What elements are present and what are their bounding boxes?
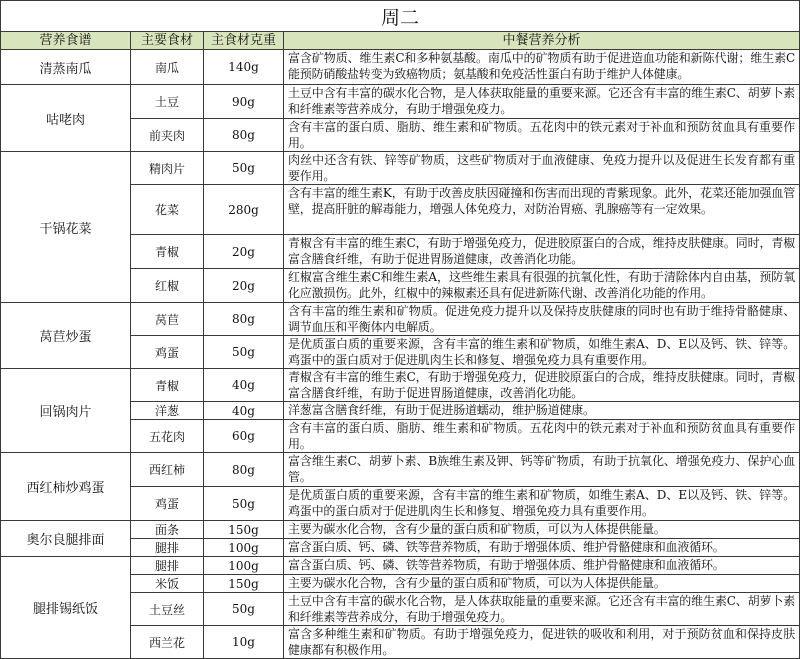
nutrition-analysis: 含有丰富的维生素K，有助于改善皮肤因碰撞和伤害而出现的青紫现象。此外，花菜还能加强血管壁，提高肝脏的解毒能力，增强人体免疫力，对防治胃癌、乳腺癌等有一定效果。 bbox=[284, 185, 800, 235]
nutrition-analysis: 青椒含有丰富的维生素C，有助于增强免疫力，促进胶原蛋白的合成，维持皮肤健康。同时，青椒富含膳食纤维，有助于促进胃肠道健康，改善消化功能。 bbox=[284, 235, 800, 269]
ingredient-name: 面条 bbox=[131, 521, 204, 539]
nutrition-analysis: 含有丰富的蛋白质、脂肪、维生素和矿物质。五花肉中的铁元素对于补血和预防贫血具有重要作用。 bbox=[284, 420, 800, 453]
ingredient-weight: 50g bbox=[204, 487, 284, 521]
ingredient-weight: 80g bbox=[204, 119, 284, 152]
ingredient-weight: 150g bbox=[204, 521, 284, 539]
page-title: 周二 bbox=[1, 1, 800, 32]
nutrition-analysis: 洋葱富含膳食纤维，有助于促进肠道蠕动，维护肠道健康。 bbox=[284, 402, 800, 420]
ingredient-name: 莴苣 bbox=[131, 303, 204, 336]
dish-name: 莴苣炒蛋 bbox=[1, 303, 131, 369]
nutrition-analysis: 富含蛋白质、钙、磷、铁等营养物质，有助于增强体质、维护骨骼健康和血液循环。 bbox=[284, 557, 800, 575]
dish-name: 奥尔良腿排面 bbox=[1, 521, 131, 557]
ingredient-name: 精肉片 bbox=[131, 152, 204, 185]
ingredient-name: 洋葱 bbox=[131, 402, 204, 420]
header-analysis: 中餐营养分析 bbox=[284, 32, 800, 50]
ingredient-name: 土豆丝 bbox=[131, 593, 204, 626]
ingredient-weight: 20g bbox=[204, 269, 284, 303]
ingredient-weight: 50g bbox=[204, 152, 284, 185]
ingredient-name: 鸡蛋 bbox=[131, 487, 204, 521]
table-row bbox=[1, 50, 800, 85]
ingredient-name: 土豆 bbox=[131, 85, 204, 119]
ingredient-weight: 100g bbox=[204, 539, 284, 557]
dish-name: 清蒸南瓜 bbox=[1, 50, 131, 85]
ingredient-weight: 40g bbox=[204, 369, 284, 402]
nutrition-analysis: 富含多种维生素和矿物质。有助于增强免疫力，促进铁的吸收和利用，对于预防贫血和保持皮肤健康都有积极作用。 bbox=[284, 626, 800, 659]
ingredient-weight: 280g bbox=[204, 185, 284, 235]
nutrition-analysis: 肉丝中还含有铁、锌等矿物质，这些矿物质对于血液健康、免疫力提升以及促进生长发育都有重要作用。 bbox=[284, 152, 800, 185]
table-row bbox=[1, 303, 800, 336]
nutrition-analysis: 土豆中含有丰富的碳水化合物，是人体获取能量的重要来源。它还含有丰富的维生素C、胡萝卜素和纤维素等营养成分，有助于增强免疫力。 bbox=[284, 85, 800, 119]
nutrition-analysis: 含有丰富的蛋白质、脂肪、维生素和矿物质。五花肉中的铁元素对于补血和预防贫血具有重要作用。 bbox=[284, 119, 800, 152]
header-recipe: 营养食谱 bbox=[1, 32, 131, 50]
ingredient-name: 腿排 bbox=[131, 557, 204, 575]
nutrition-analysis: 含有丰富的维生素和矿物质。促进免疫力提升以及保持皮肤健康的同时也有助于维持骨骼健康、调节血压和平衡体内电解质。 bbox=[284, 303, 800, 336]
ingredient-weight: 90g bbox=[204, 85, 284, 119]
ingredient-weight: 40g bbox=[204, 402, 284, 420]
ingredient-weight: 140g bbox=[204, 50, 284, 85]
ingredient-weight: 80g bbox=[204, 303, 284, 336]
nutrition-analysis: 富含蛋白质、钙、磷、铁等营养物质，有助于增强体质、维护骨骼健康和血液循环。 bbox=[284, 539, 800, 557]
ingredient-name: 鸡蛋 bbox=[131, 336, 204, 369]
dish-name: 西红柿炒鸡蛋 bbox=[1, 453, 131, 521]
nutrition-analysis: 富含矿物质、维生素C和多种氨基酸。南瓜中的矿物质有助于促进造血功能和新陈代谢；维生素C能预防硝酸盐转变为致癌物质；氨基酸和免疫活性蛋白有助于维护人体健康。 bbox=[284, 50, 800, 85]
nutrition-analysis: 是优质蛋白质的重要来源，含有丰富的维生素和矿物质，如维生素A、D、E以及钙、铁、锌等。鸡蛋中的蛋白质对于促进肌肉生长和修复、增强免疫力具有重要作用。 bbox=[284, 487, 800, 521]
ingredient-name: 米饭 bbox=[131, 575, 204, 593]
ingredient-weight: 150g bbox=[204, 575, 284, 593]
ingredient-weight: 80g bbox=[204, 453, 284, 487]
ingredient-name: 西兰花 bbox=[131, 626, 204, 659]
nutrition-analysis: 主要为碳水化合物，含有少量的蛋白质和矿物质，可以为人体提供能量。 bbox=[284, 521, 800, 539]
header-ingredient: 主要食材 bbox=[131, 32, 204, 50]
dish-name: 咕咾肉 bbox=[1, 85, 131, 152]
nutrition-analysis: 富含维生素C、胡萝卜素、B族维生素及钾、钙等矿物质，有助于抗氧化、增强免疫力、保护心血管。 bbox=[284, 453, 800, 487]
ingredient-name: 西红柿 bbox=[131, 453, 204, 487]
table-row bbox=[1, 557, 800, 575]
dish-name: 干锅花菜 bbox=[1, 152, 131, 303]
ingredient-weight: 60g bbox=[204, 420, 284, 453]
table-row bbox=[1, 152, 800, 185]
ingredient-weight: 100g bbox=[204, 557, 284, 575]
nutrition-analysis: 土豆中含有丰富的碳水化合物，是人体获取能量的重要来源。它还含有丰富的维生素C、胡萝卜素和纤维素等营养成分，有助于增强免疫力。 bbox=[284, 593, 800, 626]
dish-name: 回锅肉片 bbox=[1, 369, 131, 453]
ingredient-weight: 10g bbox=[204, 626, 284, 659]
nutrition-analysis: 主要为碳水化合物，含有少量的蛋白质和矿物质，可以为人体提供能量。 bbox=[284, 575, 800, 593]
ingredient-name: 青椒 bbox=[131, 235, 204, 269]
nutrition-analysis: 是优质蛋白质的重要来源，含有丰富的维生素和矿物质，如维生素A、D、E以及钙、铁、锌等。鸡蛋中的蛋白质对于促进肌肉生长和修复、增强免疫力具有重要作用。 bbox=[284, 336, 800, 369]
ingredient-weight: 50g bbox=[204, 593, 284, 626]
ingredient-name: 五花肉 bbox=[131, 420, 204, 453]
nutrition-analysis: 红椒富含维生素C和维生素A，这些维生素具有很强的抗氧化性，有助于清除体内自由基，预防氧化应激损伤。此外，红椒中的辣椒素还具有促进新陈代谢、改善消化功能的作用。 bbox=[284, 269, 800, 303]
ingredient-name: 腿排 bbox=[131, 539, 204, 557]
dish-name: 腿排锡纸饭 bbox=[1, 557, 131, 659]
ingredient-weight: 50g bbox=[204, 336, 284, 369]
ingredient-name: 青椒 bbox=[131, 369, 204, 402]
ingredient-name: 花菜 bbox=[131, 185, 204, 235]
table-row bbox=[1, 521, 800, 539]
ingredient-name: 红椒 bbox=[131, 269, 204, 303]
ingredient-name: 南瓜 bbox=[131, 50, 204, 85]
nutrition-analysis: 青椒含有丰富的维生素C，有助于增强免疫力，促进胶原蛋白的合成，维持皮肤健康。同时，青椒富含膳食纤维，有助于促进胃肠道健康，改善消化功能。 bbox=[284, 369, 800, 402]
table-row bbox=[1, 369, 800, 402]
header-weight: 主食材克重 bbox=[204, 32, 284, 50]
table-row bbox=[1, 85, 800, 119]
table-row bbox=[1, 453, 800, 487]
ingredient-name: 前夹肉 bbox=[131, 119, 204, 152]
ingredient-weight: 20g bbox=[204, 235, 284, 269]
